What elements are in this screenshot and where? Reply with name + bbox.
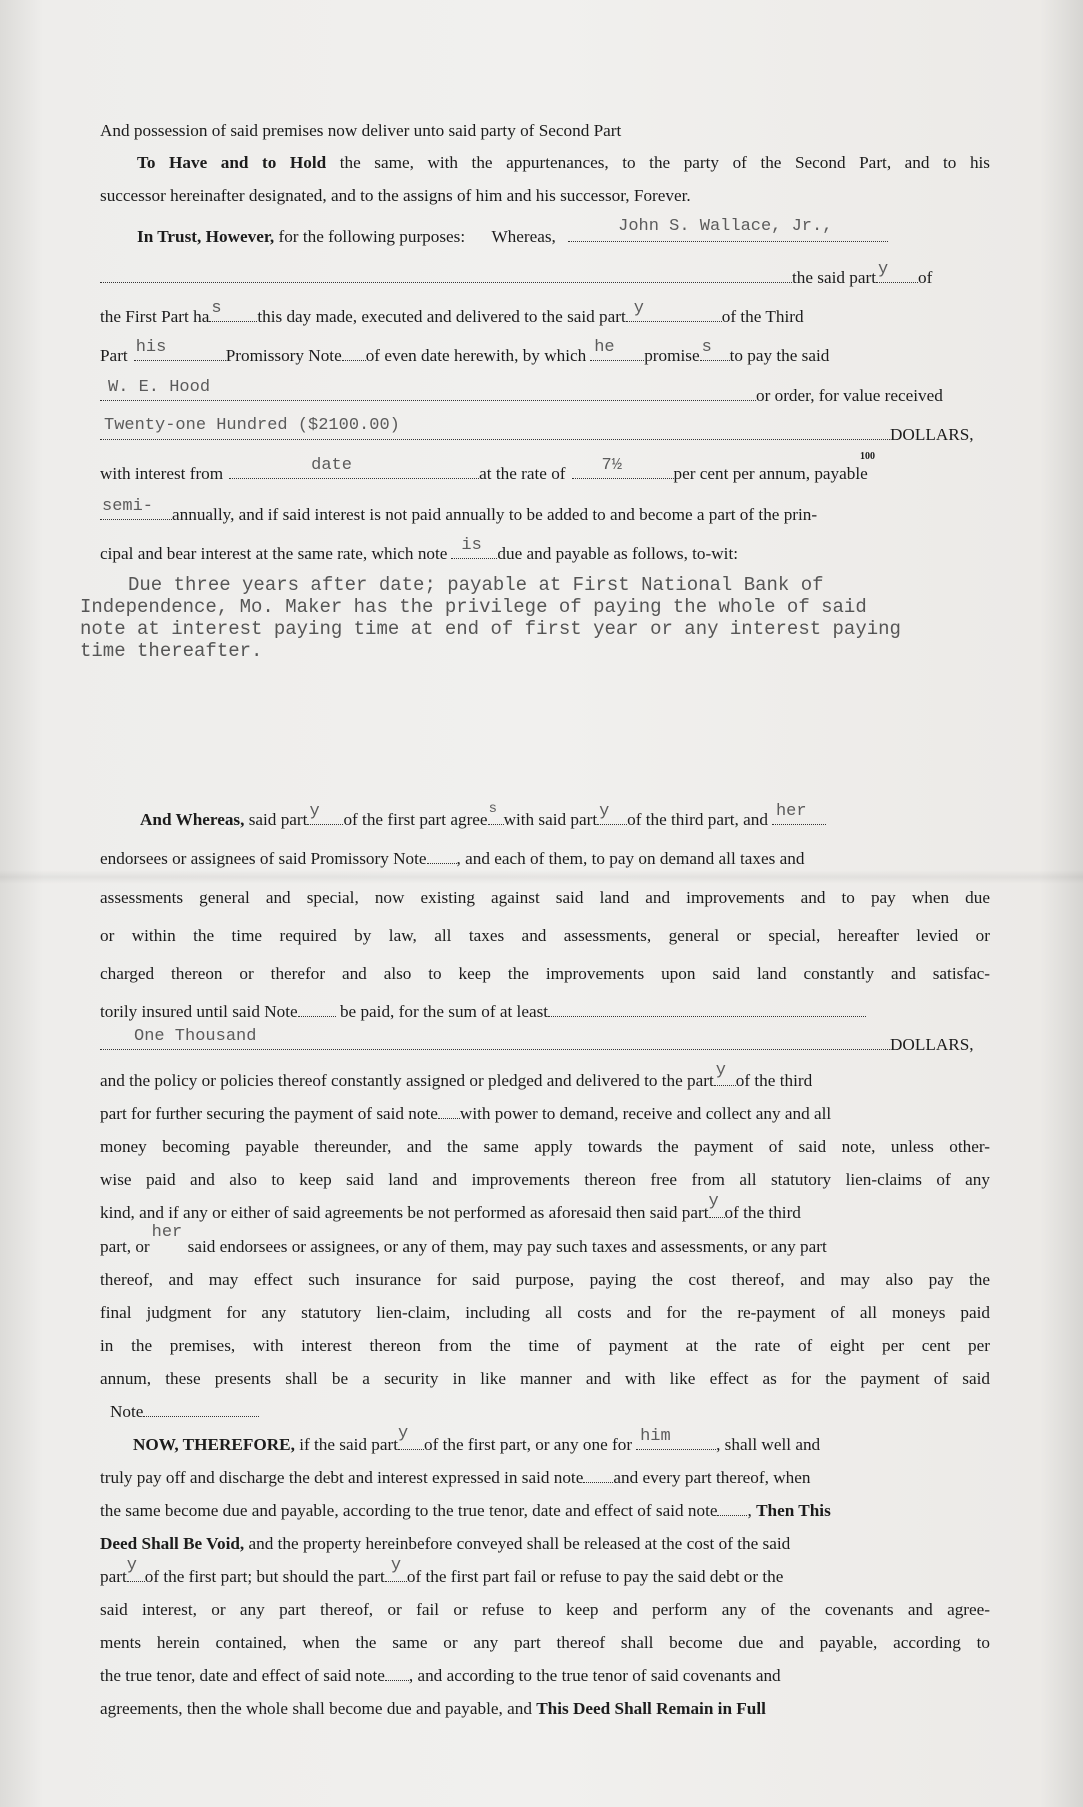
in-trust-heading: In Trust, However, [137, 227, 275, 246]
part-or-line [100, 1223, 990, 1258]
then-this-heading: Then This [756, 1501, 831, 1520]
money-line [100, 1136, 990, 1158]
note-blank-3 [298, 1003, 336, 1017]
payee-line [100, 378, 990, 407]
endorsees-line [100, 848, 990, 870]
third-party-blank [626, 299, 722, 322]
now-party-fill: y [397, 1424, 409, 1443]
rate-fill: 7½ [601, 456, 622, 475]
dollars-text: DOLLARS, [890, 425, 974, 444]
promissory-note-text: Promissory Note [225, 346, 342, 365]
of-third-text: of the third [735, 1071, 813, 1090]
sum-text: be paid, for the sum of at least [339, 1002, 549, 1021]
to-have-heading: To Have and to Hold [137, 153, 327, 172]
note-blank-4 [438, 1105, 460, 1119]
note-line [100, 338, 990, 367]
now-therefore-line [133, 1424, 990, 1456]
with-party-fill: y [599, 802, 610, 821]
cipal-line [100, 536, 990, 565]
per-annum-text: per cent per annum, payable [673, 464, 868, 483]
thereof-line [100, 1269, 990, 1291]
whereas-agree-line [140, 801, 990, 831]
hundredths-mark: 100 [860, 451, 875, 462]
kind-party-blank [708, 1192, 725, 1218]
policy-party-blank [714, 1061, 736, 1086]
party-y-fill: y [878, 260, 889, 279]
terms-line-3: note at interest paying time at end of first year or any interest paying [80, 618, 901, 640]
policy-party-fill: y [715, 1061, 726, 1080]
agree-s-blank [488, 801, 504, 825]
same-become-text: the same become due and payable, according to the true tenor, date and effect of said note [100, 1501, 718, 1520]
endorsees-text: endorsees or assignees of said Promissory Note [100, 849, 427, 868]
collect-text: with power to demand, receive and collect any and all [459, 1104, 832, 1123]
order-text: or order, for value received [756, 386, 943, 405]
every-part-text: and every part thereof, when [613, 1468, 811, 1487]
first-part-line [100, 299, 990, 328]
note-end-blank [143, 1403, 259, 1417]
of-third-text-2: of the third [724, 1203, 801, 1222]
now-therefore-heading: NOW, THEREFORE, [133, 1435, 295, 1454]
kind-party-fill: y [708, 1192, 719, 1211]
deed-void-heading: Deed Shall Be Void, [100, 1534, 245, 1553]
amount-line [100, 416, 990, 462]
agree-text: of the first part agree [343, 810, 488, 829]
her-fill-2: her [151, 1223, 183, 1242]
securing-text: part for further securing the payment of said note [100, 1104, 438, 1123]
semi-fill: semi- [102, 497, 154, 516]
he-blank [590, 338, 644, 361]
part-or-text: part, or [100, 1237, 150, 1256]
is-fill: is [461, 536, 482, 555]
grantor-fill: John S. Wallace, Jr., [618, 217, 833, 236]
payee-fill: W. E. Hood [108, 378, 211, 397]
insured-amount-fill: One Thousand [134, 1027, 257, 1046]
agree-party-blank [307, 802, 343, 825]
thereof-text: thereof, and may effect such insurance for said purpose, paying the cost thereof, and may also pay the [100, 1270, 990, 1289]
habendum-text: the same, with the appurtenances, to the party of the Second Part, and to his [339, 153, 990, 172]
charged-text: charged thereon or therefor and also to keep the improvements upon said land constantly and satisfac- [100, 964, 990, 983]
part-first-blank [126, 1556, 145, 1582]
kind-text: kind, and if any or either of said agreements be not performed as aforesaid then said part [100, 1203, 709, 1222]
is-blank [451, 536, 497, 559]
terms-line-2: Independence, Mo. Maker has the privilege of paying the whole of said [80, 596, 867, 618]
within-time-text: or within the time required by law, all taxes and assessments, general or special, hereafter levied or [100, 926, 990, 945]
same-become-line [100, 1500, 990, 1522]
third-text: of the Third [721, 307, 804, 326]
promise-s-fill: s [701, 338, 712, 357]
covenants-text: , and according to the true tenor of said covenants and [408, 1666, 781, 1685]
well-and-text: , shall well and [716, 1435, 821, 1454]
remain-in-full-heading: This Deed Shall Remain in Full [536, 1699, 766, 1718]
charged-line [100, 963, 990, 985]
released-text: and the property hereinbefore conveyed shall be released at the cost of the said [248, 1534, 791, 1553]
has-s-fill: s [211, 299, 222, 318]
dollars-text-2: DOLLARS, [890, 1035, 974, 1054]
purposes-text: for the following purposes: [278, 227, 466, 246]
insured-text: torily insured until said Note [100, 1002, 298, 1021]
fail-party-blank [385, 1556, 407, 1582]
rate-text: at the rate of [479, 464, 566, 483]
her-blank [772, 802, 826, 825]
note-blank-7 [385, 1667, 409, 1681]
note-plural-blank [342, 347, 366, 361]
amount-blank [100, 416, 890, 440]
deed-void-line [100, 1533, 990, 1555]
part-first-fill: y [126, 1556, 137, 1575]
third-part-text: of the third part, and [627, 810, 768, 829]
annually-text: annually, and if said interest is not paid annually to be added to and become a part of the prin- [172, 505, 818, 524]
agreements-line [100, 1698, 990, 1720]
truly-pay-text: truly pay off and discharge the debt and interest expressed in said note [100, 1468, 584, 1487]
fail-party-fill: y [390, 1556, 402, 1575]
third-party-y-fill: y [633, 299, 644, 318]
successor-line [100, 185, 990, 207]
ments-text: ments herein contained, when the same or any part thereof shall become due and payable, according to [100, 1633, 990, 1652]
semi-blank [100, 497, 172, 520]
annual-line [100, 497, 990, 526]
agree-s-fill: s [488, 801, 497, 817]
policy-text: and the policy or policies thereof constantly assigned or pledged and delivered to the part [100, 1071, 714, 1090]
within-time-line [100, 925, 990, 947]
his-fill: his [135, 338, 167, 357]
promise-blank [700, 338, 730, 361]
interest-from-text: with interest from [100, 464, 224, 483]
final-judgment-text: final judgment for any statutory lien-claim, including all costs and for the re-payment of all moneys paid [100, 1303, 990, 1322]
wise-paid-line [100, 1169, 990, 1191]
terms-line-4: time thereafter. [80, 640, 263, 662]
each-of-them-text: , and each of them, to pay on demand all taxes and [456, 849, 805, 868]
paper-fold [0, 870, 1083, 884]
rate-blank [572, 456, 674, 479]
possession-text: And possession of said premises now deliver unto said party of Second Part [100, 121, 622, 140]
promise-text: promise [644, 346, 700, 365]
from-blank [229, 456, 479, 479]
pay-text: to pay the said [729, 346, 830, 365]
part-first-line [100, 1556, 990, 1588]
said-interest-line [100, 1599, 990, 1621]
has-blank [209, 299, 257, 322]
fail-refuse-text: of the first part fail or refuse to pay the said debt or the [406, 1567, 784, 1586]
with-said-part-text: with said part [503, 810, 598, 829]
note-blank-6 [717, 1502, 747, 1516]
sum-blank [548, 1003, 866, 1017]
ments-line [100, 1632, 990, 1654]
party-blank [100, 269, 792, 283]
annum-text: annum, these presents shall be a security in like manner and with like effect as for the payment of said [100, 1369, 990, 1388]
trust-line [137, 217, 990, 248]
him-blank [636, 1427, 716, 1450]
insured-amount-line [100, 1027, 990, 1056]
note-end-line [110, 1401, 1000, 1423]
policy-line [100, 1061, 990, 1092]
premises-text: in the premises, with interest thereon from the time of payment at the rate of eight per cent per [100, 1336, 990, 1355]
said-part-text: the said part [792, 268, 876, 287]
final-judgment-line [100, 1302, 990, 1324]
kind-line [100, 1192, 990, 1224]
note-blank-5 [583, 1469, 613, 1483]
even-date-text: of even date herewith, by which [365, 346, 587, 365]
note-end-text: Note [110, 1402, 144, 1421]
insured-line [100, 1001, 990, 1023]
with-party-blank [597, 802, 627, 825]
him-fill: him [640, 1427, 671, 1446]
now-party-blank [397, 1424, 424, 1450]
payable-as-follows-text: due and payable as follows, to-wit: [497, 544, 738, 563]
party-line [100, 260, 990, 289]
possession-line [100, 120, 990, 142]
money-text: money becoming payable thereunder, and the same apply towards the payment of said note, unless other- [100, 1137, 990, 1156]
payee-blank [100, 378, 756, 401]
amount-fill: Twenty-one Hundred ($2100.00) [104, 416, 400, 435]
securing-line [100, 1103, 990, 1125]
any-one-for-text: of the first part, or any one for [423, 1435, 633, 1454]
grantor-blank [568, 217, 888, 242]
delivered-text: this day made, executed and delivered to the said part [257, 307, 626, 326]
from-date-fill: date [311, 456, 352, 475]
comma-text: , [747, 1501, 752, 1520]
cipal-text: cipal and bear interest at the same rate, which note [100, 544, 448, 563]
her-blank-2 [150, 1223, 188, 1252]
her-fill: her [775, 802, 807, 821]
and-whereas-heading: And Whereas, [140, 810, 245, 829]
said-part-text-2: said part [248, 810, 308, 829]
true-tenor-line [100, 1665, 990, 1687]
assessments-text: assessments general and special, now existing against said land and improvements and to pay when due [100, 888, 990, 907]
premises-line [100, 1335, 990, 1357]
note-blank-2 [427, 850, 457, 864]
annum-line [100, 1368, 990, 1390]
wise-paid-text: wise paid and also to keep said land and improvements thereon free from all statutory lien-claims of any [100, 1170, 990, 1189]
whereas-text: Whereas, [491, 227, 556, 246]
should-part-text: of the first part; but should the part [144, 1567, 385, 1586]
habendum-line [137, 152, 990, 174]
of-text: of [918, 268, 933, 287]
agree-party-fill: y [309, 802, 320, 821]
part-text: Part [100, 346, 128, 365]
assessments-line [100, 887, 990, 909]
true-tenor-text: the true tenor, date and effect of said note [100, 1666, 385, 1685]
successor-text: successor hereinafter designated, and to the assigns of him and his successor, Forever. [100, 186, 691, 205]
endorsees-pay-text: said endorsees or assignees, or any of them, may pay such taxes and assessments, or any part [187, 1237, 827, 1256]
his-blank [134, 338, 226, 361]
insured-amount-blank [100, 1027, 890, 1050]
said-part-text-3: if the said part [299, 1435, 398, 1454]
terms-line-1: Due three years after date; payable at First National Bank of [128, 574, 824, 596]
he-fill: he [594, 338, 615, 357]
truly-pay-line [100, 1467, 990, 1489]
party-suffix-blank [876, 260, 918, 283]
part-text-2: part [100, 1567, 127, 1586]
has-text: the First Part ha [100, 307, 210, 326]
said-interest-text: said interest, or any part thereof, or fail or refuse to keep and perform any of the covenants and agree- [100, 1600, 990, 1619]
agreements-text: agreements, then the whole shall become due and payable, and [100, 1699, 532, 1718]
